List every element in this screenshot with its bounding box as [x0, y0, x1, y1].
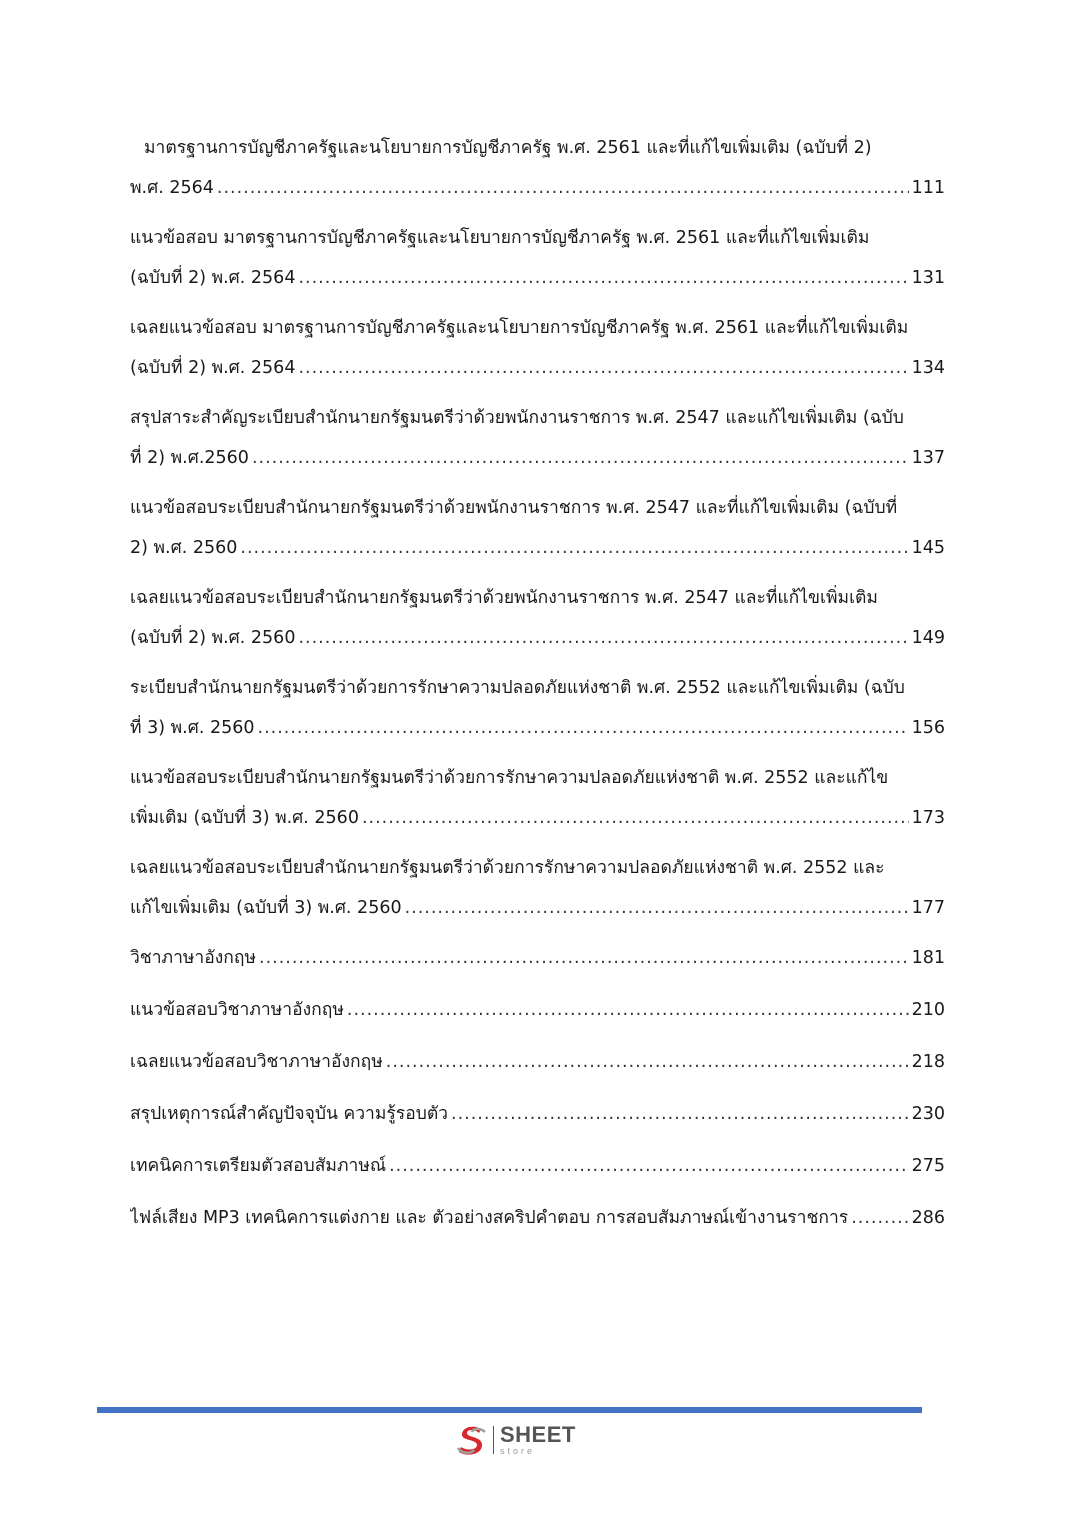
toc-entry-last-line — [130, 1042, 945, 1082]
dot-leader — [389, 1146, 909, 1186]
toc-page-number: 156 — [911, 718, 945, 738]
toc-entry-title: (ฉบับที่ 2) พ.ศ. 2564 — [130, 268, 296, 288]
toc-entry[interactable] — [130, 578, 945, 668]
dot-leader — [451, 1094, 909, 1134]
table-of-contents — [130, 128, 945, 1250]
toc-entry[interactable] — [130, 848, 945, 938]
logo-subtext: store — [500, 1446, 536, 1456]
toc-entry-title: สรุปเหตุการณ์สำคัญปัจจุบัน ความรู้รอบตัว — [130, 1104, 449, 1124]
toc-entry[interactable] — [130, 398, 945, 488]
dot-leader — [252, 438, 909, 478]
toc-page-number: 286 — [911, 1208, 945, 1228]
toc-entry[interactable] — [130, 128, 945, 218]
toc-page-number: 149 — [911, 628, 945, 648]
dot-leader — [386, 1042, 909, 1082]
logo-wordmark — [500, 1424, 576, 1456]
toc-page-number: 137 — [911, 448, 945, 468]
toc-page-number: 173 — [911, 808, 945, 828]
footer-rule — [97, 1407, 922, 1413]
toc-entry-last-line — [130, 888, 945, 928]
toc-entry-title-line: มาตรฐานการบัญชีภาครัฐและนโยบายการบัญชีภาครัฐ พ.ศ. 2561 และที่แก้ไขเพิ่มเติม (ฉบับที่ 2) — [144, 138, 872, 158]
toc-entry-title: แนวข้อสอบวิชาภาษาอังกฤษ — [130, 1000, 344, 1020]
toc-page-number: 145 — [911, 538, 945, 558]
toc-entry[interactable] — [130, 990, 945, 1042]
toc-entry-last-line — [130, 258, 945, 298]
toc-page-number: 134 — [911, 358, 945, 378]
toc-entry-title-line: แนวข้อสอบ มาตรฐานการบัญชีภาครัฐและนโยบายการบัญชีภาครัฐ พ.ศ. 2561 และที่แก้ไขเพิ่มเติม — [130, 228, 870, 248]
toc-entry-title: (ฉบับที่ 2) พ.ศ. 2560 — [130, 628, 296, 648]
toc-entry[interactable] — [130, 1146, 945, 1198]
toc-entry-title-line: เฉลยแนวข้อสอบ มาตรฐานการบัญชีภาครัฐและนโยบายการบัญชีภาครัฐ พ.ศ. 2561 และที่แก้ไขเพิ่มเติม — [130, 318, 909, 338]
toc-entry[interactable] — [130, 308, 945, 398]
sheet-store-logo-icon — [455, 1423, 489, 1457]
toc-entry-title-line: แนวข้อสอบระเบียบสำนักนายกรัฐมนตรีว่าด้วยพนักงานราชการ พ.ศ. 2547 และที่แก้ไขเพิ่มเติม (ฉบับที่ — [130, 498, 898, 518]
toc-entry-title: ที่ 2) พ.ศ.2560 — [130, 448, 249, 468]
toc-page-number: 181 — [911, 948, 945, 968]
toc-entry[interactable] — [130, 1198, 945, 1250]
toc-entry-title: (ฉบับที่ 2) พ.ศ. 2564 — [130, 358, 296, 378]
toc-entry[interactable] — [130, 488, 945, 578]
toc-page-number: 230 — [911, 1104, 945, 1124]
toc-entry[interactable] — [130, 758, 945, 848]
dot-leader — [362, 798, 909, 838]
toc-page-number: 210 — [911, 1000, 945, 1020]
toc-entry-last-line — [130, 1094, 945, 1134]
toc-entry-last-line — [130, 990, 945, 1030]
toc-entry[interactable] — [130, 1042, 945, 1094]
toc-entry-last-line — [130, 708, 945, 748]
dot-leader — [240, 528, 908, 568]
toc-entry-title: พ.ศ. 2564 — [130, 178, 214, 198]
toc-entry-title-line: แนวข้อสอบระเบียบสำนักนายกรัฐมนตรีว่าด้วยการรักษาความปลอดภัยแห่งชาติ พ.ศ. 2552 และแก้ไข — [130, 768, 889, 788]
toc-entry-title: ที่ 3) พ.ศ. 2560 — [130, 718, 255, 738]
toc-entry-last-line — [130, 1146, 945, 1186]
toc-entry-title: เฉลยแนวข้อสอบวิชาภาษาอังกฤษ — [130, 1052, 383, 1072]
toc-entry[interactable] — [130, 668, 945, 758]
dot-leader — [259, 938, 909, 978]
toc-entry-title-line: ระเบียบสำนักนายกรัฐมนตรีว่าด้วยการรักษาความปลอดภัยแห่งชาติ พ.ศ. 2552 และแก้ไขเพิ่มเติม (ฉบับ — [130, 678, 905, 698]
toc-entry-last-line — [130, 798, 945, 838]
dot-leader — [851, 1198, 908, 1238]
sheet-store-logo — [455, 1420, 576, 1460]
toc-page-number: 131 — [911, 268, 945, 288]
toc-page-number: 111 — [911, 178, 945, 198]
toc-entry[interactable] — [130, 218, 945, 308]
toc-entry-title-line: สรุปสาระสำคัญระเบียบสำนักนายกรัฐมนตรีว่าด้วยพนักงานราชการ พ.ศ. 2547 และแก้ไขเพิ่มเติม (ฉบับ — [130, 408, 904, 428]
toc-entry-last-line — [130, 1198, 945, 1238]
toc-entry[interactable] — [130, 1094, 945, 1146]
toc-entry-last-line — [130, 938, 945, 978]
toc-entry-title-line: เฉลยแนวข้อสอบระเบียบสำนักนายกรัฐมนตรีว่าด้วยพนักงานราชการ พ.ศ. 2547 และที่แก้ไขเพิ่มเติม — [130, 588, 878, 608]
toc-entry-title: เทคนิคการเตรียมตัวสอบสัมภาษณ์ — [130, 1156, 387, 1176]
logo-text: SHEET — [500, 1422, 576, 1447]
dot-leader — [217, 168, 909, 208]
toc-entry-last-line — [130, 168, 945, 208]
toc-page-number: 218 — [911, 1052, 945, 1072]
dot-leader — [298, 348, 908, 388]
toc-entry-title: วิชาภาษาอังกฤษ — [130, 948, 257, 968]
toc-entry-last-line — [130, 528, 945, 568]
toc-entry[interactable] — [130, 938, 945, 990]
toc-entry-title-line: เฉลยแนวข้อสอบระเบียบสำนักนายกรัฐมนตรีว่าด้วยการรักษาความปลอดภัยแห่งชาติ พ.ศ. 2552 และ — [130, 858, 885, 878]
dot-leader — [298, 618, 908, 658]
dot-leader — [298, 258, 908, 298]
logo-separator — [493, 1426, 494, 1454]
dot-leader — [405, 888, 909, 928]
toc-entry-last-line — [130, 618, 945, 658]
toc-entry-title: 2) พ.ศ. 2560 — [130, 538, 238, 558]
toc-entry-title: เพิ่มเติม (ฉบับที่ 3) พ.ศ. 2560 — [130, 808, 359, 828]
toc-entry-title: ไฟล์เสียง MP3 เทคนิคการแต่งกาย และ ตัวอย่างสคริปคำตอบ การสอบสัมภาษณ์เข้างานราชการ — [130, 1208, 849, 1228]
dot-leader — [347, 990, 909, 1030]
toc-page-number: 275 — [911, 1156, 945, 1176]
toc-page-number: 177 — [911, 898, 945, 918]
dot-leader — [258, 708, 909, 748]
toc-entry-title: แก้ไขเพิ่มเติม (ฉบับที่ 3) พ.ศ. 2560 — [130, 898, 402, 918]
toc-entry-last-line — [130, 348, 945, 388]
toc-entry-last-line — [130, 438, 945, 478]
